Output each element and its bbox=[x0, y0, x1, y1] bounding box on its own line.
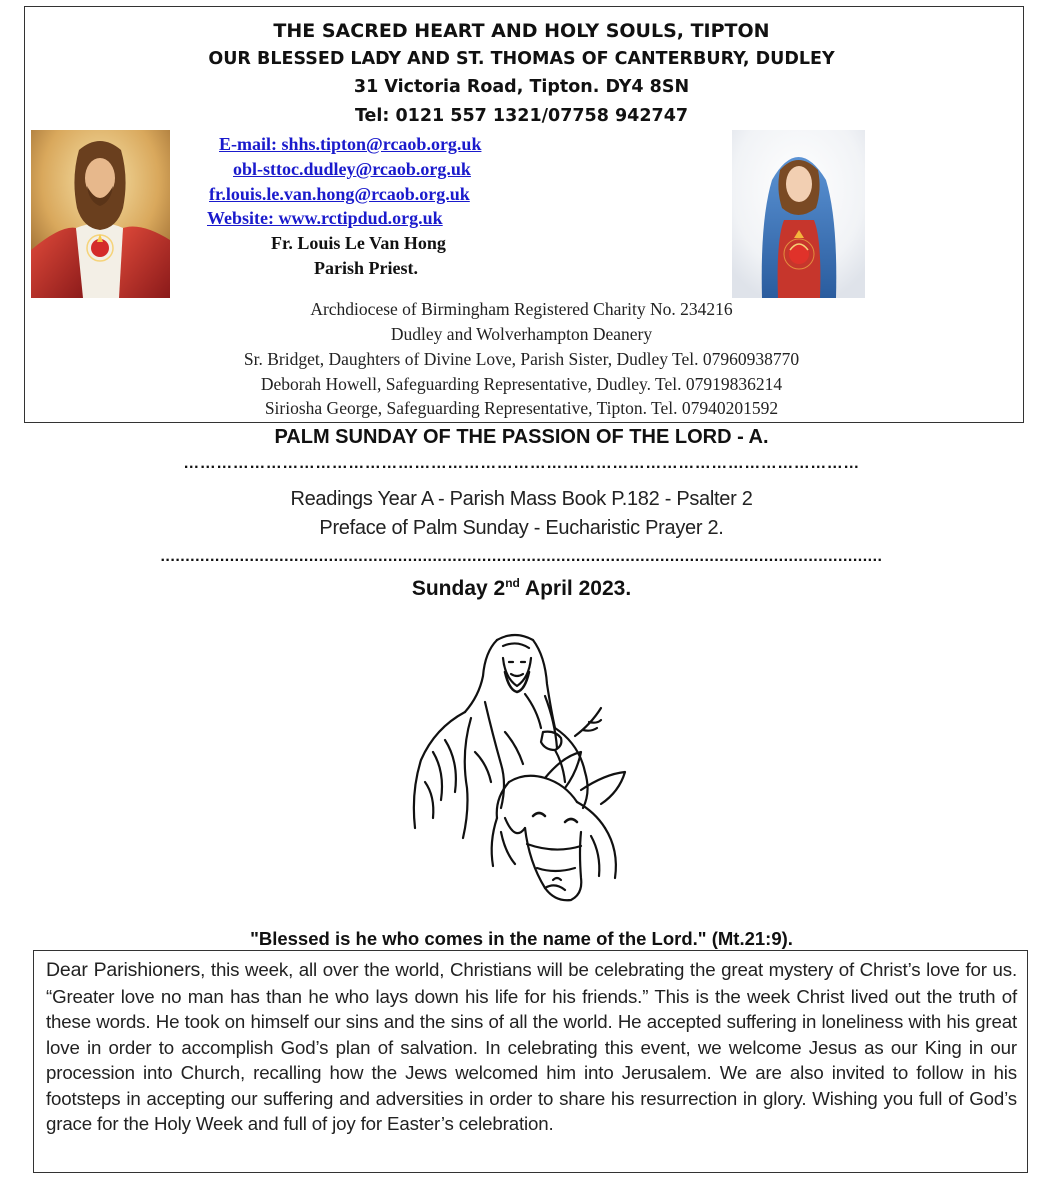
separator-dots: …………………………………………………………………………………………………………… bbox=[183, 455, 860, 472]
date-prefix: Sunday 2 bbox=[411, 577, 506, 600]
safeguarding-dudley: Deborah Howell, Safeguarding Representative, Dudley. Tel. 07919836214 bbox=[260, 374, 783, 394]
pastoral-letter-box bbox=[33, 950, 1028, 1173]
sacred-heart-jesus-image bbox=[31, 130, 170, 298]
readings-line: Readings Year A - Parish Mass Book P.182 - Psalter 2 bbox=[290, 488, 753, 510]
priest-name: Fr. Louis Le Van Hong bbox=[271, 233, 446, 253]
parish-name-tipton: THE SACRED HEART AND HOLY SOULS, TIPTON bbox=[273, 20, 770, 42]
website-link[interactable]: Website: www.rctipdud.org.uk bbox=[207, 208, 443, 228]
parish-telephone: Tel: 0121 557 1321/07758 942747 bbox=[354, 106, 689, 126]
date-ordinal: nd bbox=[505, 576, 520, 590]
letter-greeting: Dear Parishioners bbox=[46, 959, 201, 981]
deanery: Dudley and Wolverhampton Deanery bbox=[390, 324, 653, 344]
charity-number: Archdiocese of Birmingham Registered Charity No. 234216 bbox=[310, 299, 733, 319]
priest-role: Parish Priest. bbox=[314, 258, 418, 278]
parish-name-dudley: OUR BLESSED LADY AND ST. THOMAS OF CANTERBURY, DUDLEY bbox=[208, 49, 835, 69]
email-priest-link[interactable]: fr.louis.le.van.hong@rcaob.org.uk bbox=[209, 184, 470, 204]
preface-line: Preface of Palm Sunday - Eucharistic Prayer 2. bbox=[319, 517, 724, 539]
jesus-on-donkey-drawing bbox=[405, 632, 640, 920]
letter-body: , this week, all over the world, Christians will be celebrating the great mystery of Christ’s love for us. “Greater love no man has than he who lays down his life for his friends.” This is the week Christ lived out the truth of these words. He took on himself our sins and the sins of all the world. He accepted suffering in loneliness with his great love in order to accomplish God’s plan of salvation. In celebrating this event, we welcome Jesus as our King in our procession into Church, recalling how the Jews welcomed him into Jerusalem. We are also invited to follow in his footsteps in accepting our suffering and adversities in order to share his resurrection in glory. Wishing you full of God’s grace for the Holy Week and full of joy for Easter’s celebration. bbox=[46, 959, 1017, 1134]
pastoral-letter bbox=[46, 957, 1017, 1137]
parish-address: 31 Victoria Road, Tipton. DY4 8SN bbox=[353, 77, 690, 97]
date-suffix: April 2023. bbox=[519, 577, 632, 600]
scripture-quote: "Blessed is he who comes in the name of the Lord." (Mt.21:9). bbox=[250, 928, 793, 949]
email-dudley-link[interactable]: obl-sttoc.dudley@rcaob.org.uk bbox=[233, 159, 471, 179]
feast-title: PALM SUNDAY OF THE PASSION OF THE LORD - A. bbox=[274, 426, 769, 448]
sunday-date bbox=[0, 576, 1043, 601]
email-tipton-link[interactable]: E-mail: shhs.tipton@rcaob.org.uk bbox=[219, 134, 482, 154]
immaculate-heart-mary-image bbox=[732, 130, 865, 298]
safeguarding-tipton: Siriosha George, Safeguarding Representative, Tipton. Tel. 07940201592 bbox=[264, 398, 779, 418]
parish-sister-contact: Sr. Bridget, Daughters of Divine Love, Parish Sister, Dudley Tel. 07960938770 bbox=[243, 349, 800, 369]
separator-dots: .................................................................................................................................................. bbox=[160, 548, 883, 565]
